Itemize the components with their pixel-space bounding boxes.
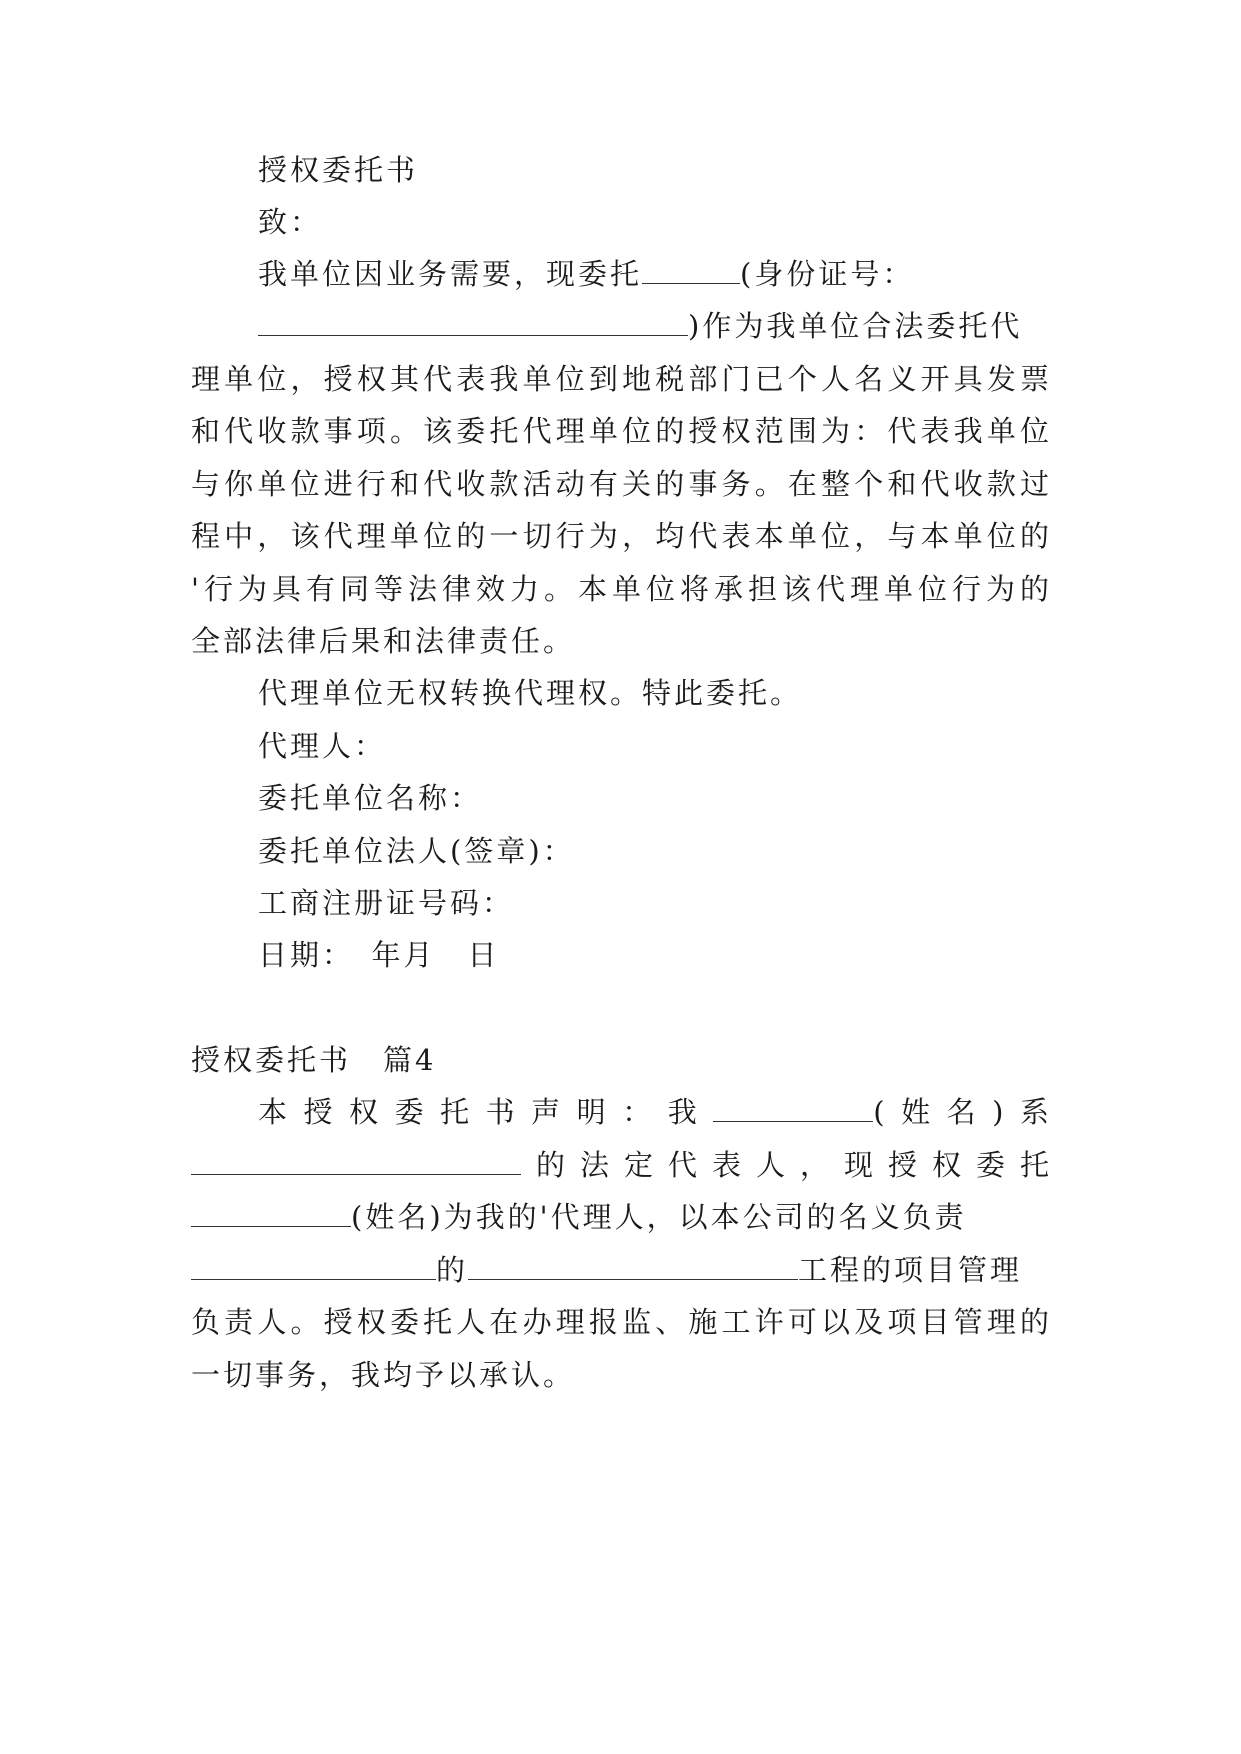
addressee: 致： bbox=[258, 205, 323, 239]
date-label: 日期： 年月 日 bbox=[258, 938, 500, 972]
org-name-label: 委托单位名称： bbox=[258, 781, 483, 815]
para1-line1 bbox=[258, 306, 1022, 346]
para1-text-b: (身份证号： bbox=[740, 257, 915, 291]
section2-line1 bbox=[258, 1092, 1049, 1132]
legal-rep-label: 委托单位法人(签章)： bbox=[258, 834, 575, 868]
para1-text-a: 我单位因业务需要，现委托 bbox=[258, 257, 643, 291]
para1-line3: 和代收款事项。该委托代理单位的授权范围为：代表我单位 bbox=[191, 414, 1049, 448]
para1-line2: 理单位，授权其代表我单位到地税部门已个人名义开具发票 bbox=[191, 362, 1049, 396]
section2-line4 bbox=[191, 1250, 1022, 1290]
section2-line2 bbox=[191, 1145, 1049, 1185]
s2-text-d: (姓名)为我的'代理人，以本公司的名义负责 bbox=[351, 1200, 967, 1234]
para1-text-c: )作为我单位合法委托代 bbox=[688, 309, 1023, 343]
agent-label: 代理人： bbox=[258, 729, 387, 763]
para1-line5: 程中，该代理单位的一切行为，均代表本单位，与本单位的 bbox=[191, 519, 1049, 553]
company-blank bbox=[191, 1148, 521, 1175]
section2-title: 授权委托书 篇4 bbox=[191, 1043, 437, 1077]
section2-line6: 一切事务，我均予以承认。 bbox=[191, 1358, 576, 1392]
agent-name-blank bbox=[191, 1200, 351, 1227]
section2-line5: 负责人。授权委托人在办理报监、施工许可以及项目管理的 bbox=[191, 1305, 1049, 1339]
section2-line3 bbox=[191, 1197, 967, 1237]
para2: 代理单位无权转换代理权。特此委托。 bbox=[258, 676, 803, 710]
s2-text-f: 工程的项目管理 bbox=[798, 1253, 1023, 1287]
s2-text-c: 的法定代表人，现授权委托 bbox=[521, 1148, 1049, 1182]
trustee-name-blank bbox=[642, 257, 740, 284]
para1-line0 bbox=[258, 254, 914, 294]
id-number-blank bbox=[258, 309, 688, 336]
reg-number-label: 工商注册证号码： bbox=[258, 886, 515, 920]
client-blank bbox=[191, 1253, 436, 1280]
project-blank bbox=[468, 1253, 798, 1280]
s2-text-b: (姓名)系 bbox=[873, 1095, 1049, 1129]
para1-line4: 与你单位进行和代收款活动有关的事务。在整个和代收款过 bbox=[191, 467, 1049, 501]
s2-text-a: 本授权委托书声明：我 bbox=[258, 1095, 714, 1129]
para1-line7: 全部法律后果和法律责任。 bbox=[191, 624, 576, 658]
doc-title: 授权委托书 bbox=[258, 153, 419, 187]
s2-text-e: 的 bbox=[436, 1253, 469, 1287]
para1-line6: '行为具有同等法律效力。本单位将承担该代理单位行为的 bbox=[191, 572, 1049, 606]
principal-name-blank bbox=[713, 1095, 873, 1122]
